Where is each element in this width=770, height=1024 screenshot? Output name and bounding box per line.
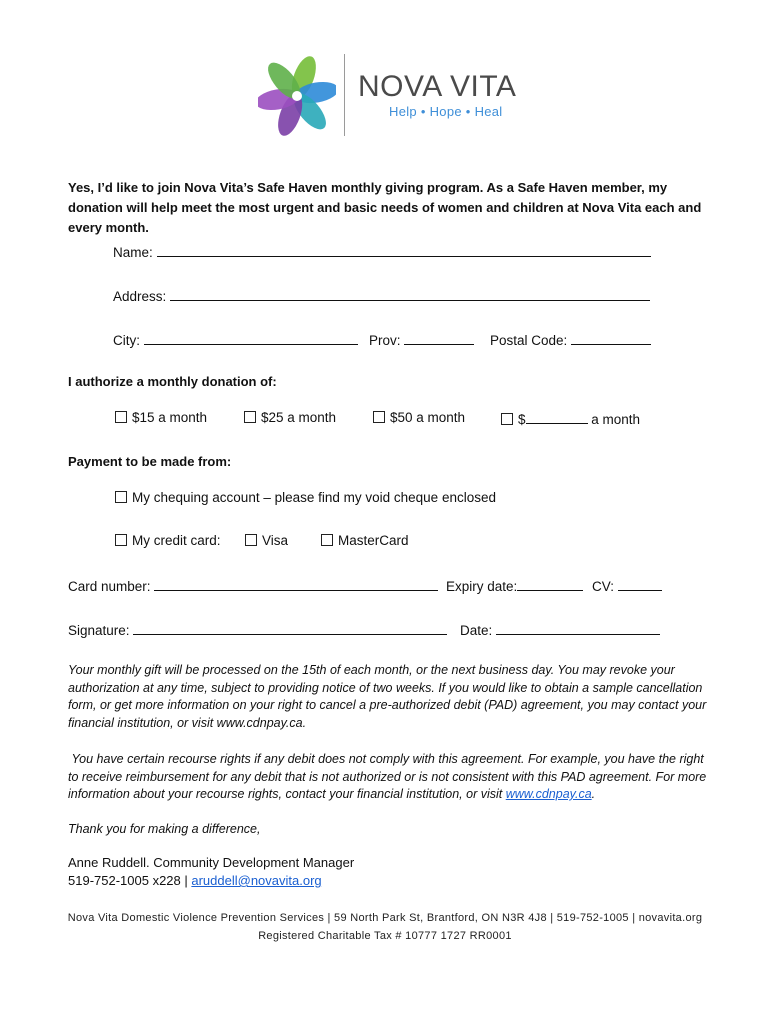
prov-field[interactable]: [404, 331, 474, 345]
thank-you: Thank you for making a difference,: [68, 822, 261, 836]
checkbox[interactable]: [115, 411, 127, 423]
card-number-label: Card number:: [68, 579, 151, 594]
checkbox[interactable]: [373, 411, 385, 423]
city-field[interactable]: [144, 331, 358, 345]
checkbox[interactable]: [245, 534, 257, 546]
intro-text: Yes, I’d like to join Nova Vita’s Safe Haven monthly giving program. As a Safe Haven member, my donation will help meet the most urgent and basic needs of women and children at Nova Vita each and every month.: [68, 180, 702, 235]
donation-heading: I authorize a monthly donation of:: [68, 374, 277, 389]
date-label: Date:: [460, 623, 493, 638]
name-field[interactable]: [157, 243, 651, 257]
footer-address: Nova Vita Domestic Violence Prevention Services | 59 North Park St, Brantford, ON N3R 4J8 | 519-752-1005 | novavita.org: [67, 912, 703, 924]
checkbox[interactable]: [115, 491, 127, 503]
date-row: [460, 621, 660, 638]
cv-row: [592, 577, 662, 594]
recourse-notice: You have certain recourse rights if any debit does not comply with this agreement. For example, you have the right to receive reimbursement for any debit that is not authorized or is not consistent with this PAD agreement. For more information about your recourse rights, contact your financial institution, or visit www.cdnpay.ca.: [68, 752, 707, 801]
postal-field[interactable]: [571, 331, 651, 345]
donation-option-custom[interactable]: $ a month: [501, 410, 640, 427]
logo-divider: [344, 54, 345, 136]
signature-label: Signature:: [68, 623, 130, 638]
payment-heading: Payment to be made from:: [68, 454, 232, 469]
payment-chequing-option[interactable]: My chequing account – please find my void cheque enclosed: [115, 490, 496, 505]
address-label: Address:: [113, 289, 167, 304]
postal-row: [490, 331, 651, 348]
expiry-field[interactable]: [517, 577, 583, 591]
name-label: Name:: [113, 245, 153, 260]
brand-tagline: Help • Hope • Heal: [389, 104, 503, 119]
checkbox[interactable]: [244, 411, 256, 423]
card-number-row: [68, 577, 438, 594]
visa-option[interactable]: Visa: [245, 533, 288, 548]
postal-label: Postal Code:: [490, 333, 568, 348]
name-row: [113, 243, 651, 260]
logo: [258, 52, 518, 140]
address-field[interactable]: [170, 287, 650, 301]
brand-name: NOVA VITA: [358, 70, 517, 103]
flower-logo-icon: [258, 52, 336, 140]
checkbox[interactable]: [115, 534, 127, 546]
contact-email-link[interactable]: aruddell@novavita.org: [191, 873, 322, 888]
prov-label: Prov:: [369, 333, 401, 348]
prov-row: [369, 331, 474, 348]
payment-credit-option[interactable]: My credit card:: [115, 533, 221, 548]
cv-field[interactable]: [618, 577, 662, 591]
cv-label: CV:: [592, 579, 615, 594]
date-field[interactable]: [496, 621, 660, 635]
address-row: [113, 287, 650, 304]
donation-option-50[interactable]: $50 a month: [373, 410, 465, 425]
contact-line: [68, 872, 354, 890]
city-label: City:: [113, 333, 140, 348]
pad-notice: Your monthly gift will be processed on the 15th of each month, or the next business day. You may revoke your authorization at any time, subject to providing notice of two weeks. If you would like to obtain a sample cancellation form, or get more information on your right to cancel a pre-authorized debit (PAD) agreement, you may contact your financial institution, or visit www.cdnpay.ca.: [68, 663, 707, 730]
contact-phone: 519-752-1005 x228 |: [68, 873, 188, 888]
city-row: [113, 331, 358, 348]
expiry-label: Expiry date:: [446, 579, 518, 594]
custom-amount-field[interactable]: [526, 410, 588, 424]
contact-block: [68, 854, 354, 890]
footer-tax: Registered Charitable Tax # 10777 1727 RR0001: [258, 930, 512, 942]
checkbox[interactable]: [321, 534, 333, 546]
contact-name: Anne Ruddell. Community Development Manager: [68, 855, 355, 870]
card-number-field[interactable]: [154, 577, 438, 591]
signature-field[interactable]: [133, 621, 447, 635]
checkbox[interactable]: [501, 413, 513, 425]
cdnpay-link[interactable]: www.cdnpay.ca: [505, 787, 592, 801]
signature-row: [68, 621, 447, 638]
donation-option-15[interactable]: $15 a month: [115, 410, 207, 425]
mastercard-option[interactable]: MasterCard: [321, 533, 409, 548]
donation-option-25[interactable]: $25 a month: [244, 410, 336, 425]
expiry-row: [446, 577, 583, 594]
